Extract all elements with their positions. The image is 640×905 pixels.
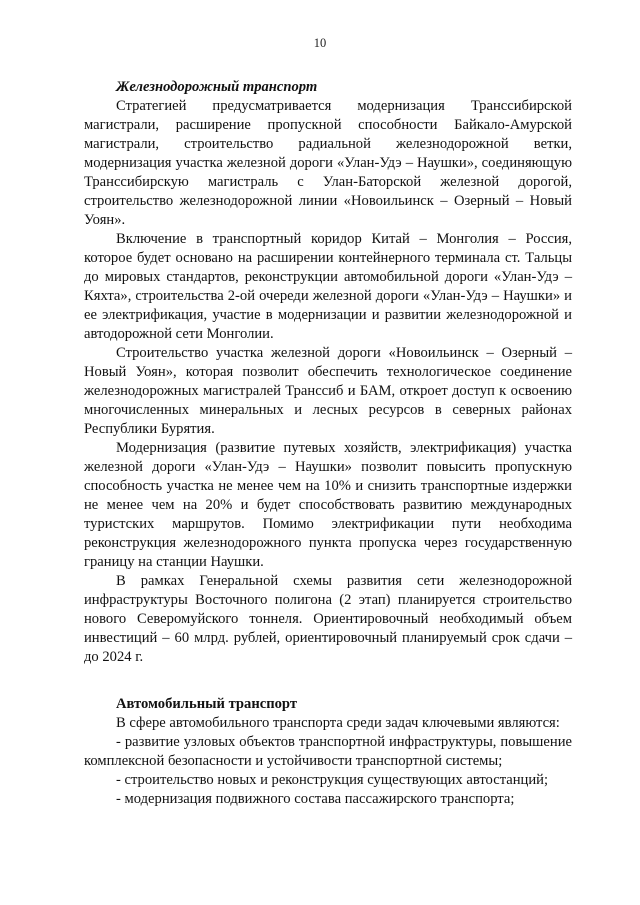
- paragraph: Стратегией предусматривается модернизация Транссибирской магистрали, расширение пропускной способности Байкало-Амурской магистрали, строительство радиальной железнодорожной ветки, модернизация участка железной дороги «Улан-Удэ – Наушки», соединяющую Транссибирскую магистраль с Улан-Баторской железной дорогой, строительство железнодорожной линии «Новоильинск – Озерный – Новый Уоян».: [84, 98, 572, 228]
- paragraph: Включение в транспортный коридор Китай – Монголия – Россия, которое будет основано на расширении контейнерного терминала ст. Тальцы до мировых стандартов, реконструкции автомобильной дороги «Улан-Удэ – Кяхта», строительства 2-ой очереди железной дороги «Улан-Удэ – Наушки» и ее электрификация, участие в модернизации и развитии железнодорожной и автодорожной сети Монголии.: [84, 231, 572, 342]
- list-item: - модернизация подвижного состава пассажирского транспорта;: [116, 791, 515, 807]
- list-item: - строительство новых и реконструкция существующих автостанций;: [116, 772, 549, 788]
- paragraph: Модернизация (развитие путевых хозяйств, электрификация) участка железной дороги «Улан-Удэ – Наушки» позволит повысить пропускную способность участка не менее чем на 10% и снизить транспортные издержки не менее чем на 20% и будет способствовать развитию международных туристских маршрутов. Помимо электрификации пути необходима реконструкция железнодорожного пункта пропуска через государственную границу на станции Наушки.: [84, 440, 572, 570]
- list-item: - развитие узловых объектов транспортной инфраструктуры, повышение комплексной безопасности и устойчивости транспортной системы;: [84, 734, 572, 769]
- document-body: [84, 78, 572, 809]
- paragraph: В сфере автомобильного транспорта среди задач ключевыми являются:: [116, 715, 560, 731]
- task-list: [84, 733, 572, 809]
- section-heading-road: Автомобильный транспорт: [116, 696, 298, 712]
- section-heading-railway: Железнодорожный транспорт: [116, 79, 318, 95]
- page-number: 10: [313, 36, 327, 50]
- paragraph: Строительство участка железной дороги «Новоильинск – Озерный – Новый Уоян», которая позволит обеспечить технологическое соединение железнодорожных магистралей Транссиб и БАМ, откроет доступ к освоению многочисленных минеральных и лесных ресурсов в северных районах Республики Бурятия.: [84, 345, 572, 437]
- section-spacer: [84, 667, 572, 695]
- paragraph: В рамках Генеральной схемы развития сети железнодорожной инфраструктуры Восточного полигона (2 этап) планируется строительство нового Северомуйского тоннеля. Ориентировочный необходимый объем инвестиций – 60 млрд. рублей, ориентировочный планируемый срок сдачи – до 2024 г.: [84, 573, 572, 665]
